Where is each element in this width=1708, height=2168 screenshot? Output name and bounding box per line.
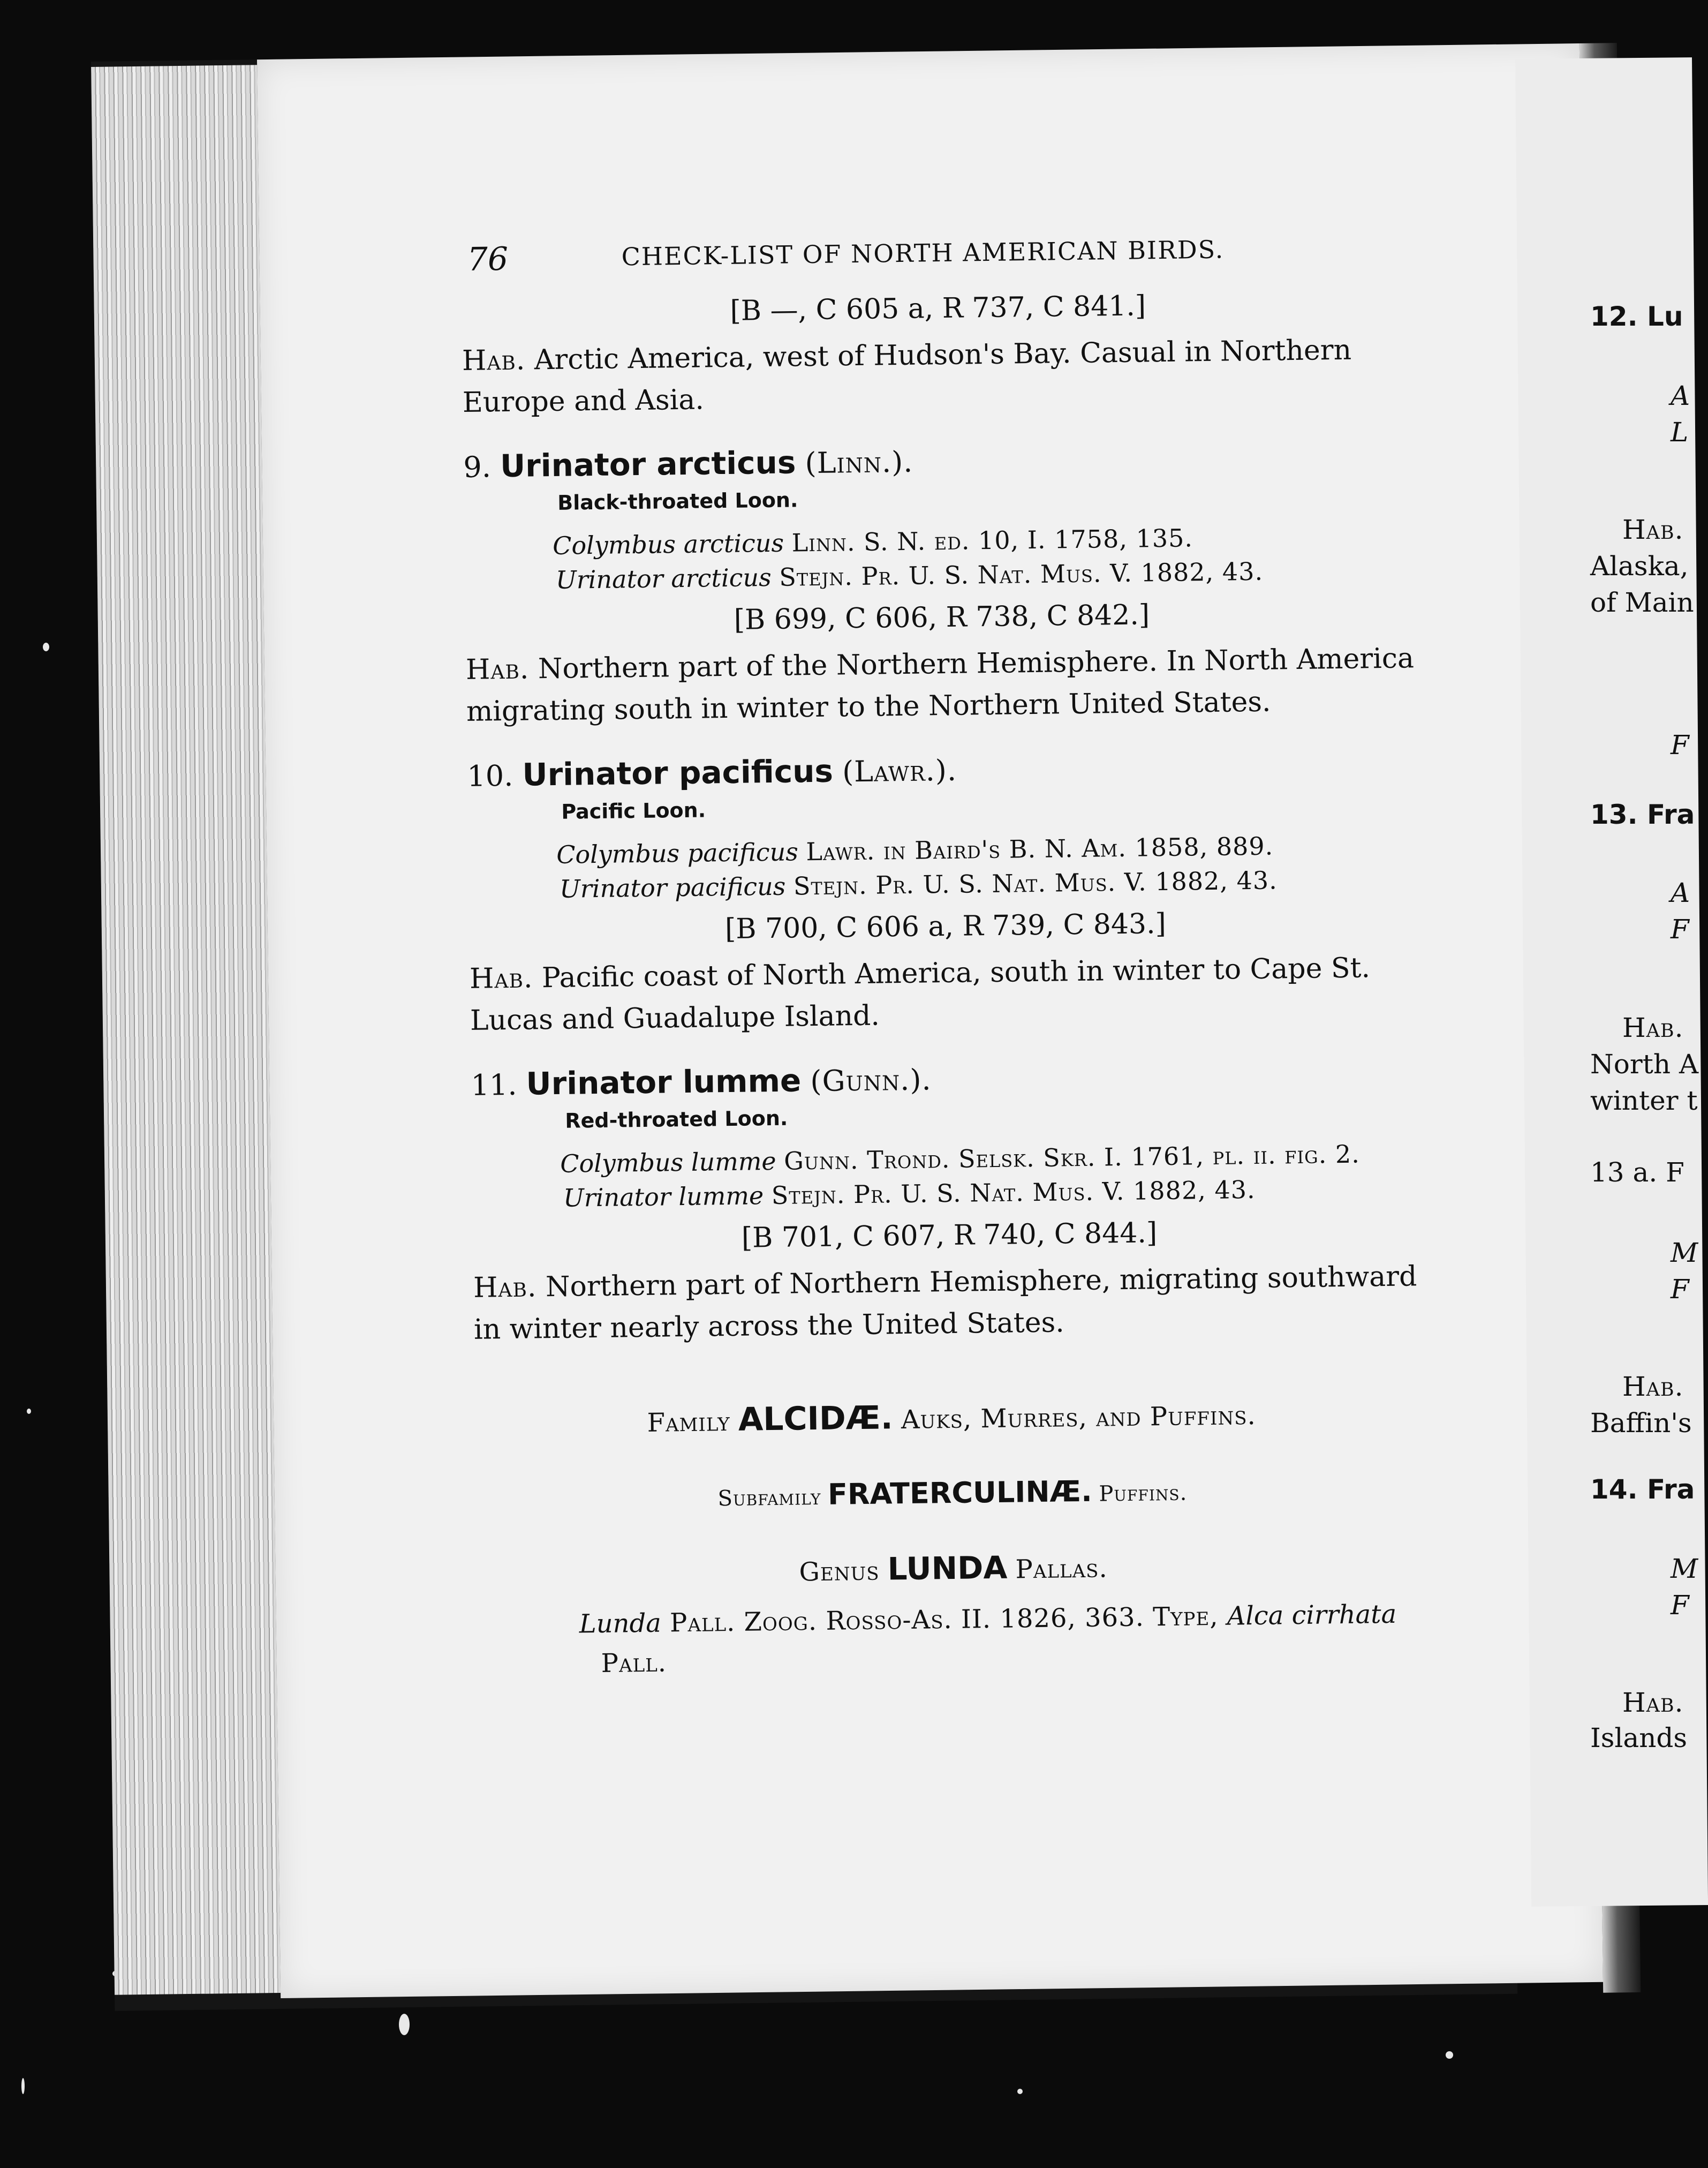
synonym-line: Colymbus arcticus Linn. S. N. ed. 10, I. 1758, 135. xyxy=(552,523,1193,560)
family-heading xyxy=(475,1392,1429,1442)
subfamily-description: Puffins. xyxy=(1099,1480,1188,1507)
common-name: Pacific Loon. xyxy=(561,798,706,824)
species-authority: (Lawr.). xyxy=(842,753,957,789)
next-page-line: A xyxy=(1671,380,1690,411)
synonymy xyxy=(556,827,1422,906)
genus-heading xyxy=(477,1544,1430,1592)
dust-speck xyxy=(1017,2089,1023,2094)
family-description: Auks, Murres, and Puffins. xyxy=(901,1401,1257,1435)
habitat-body: Arctic America, west of Hudson's Bay. Casual in Northern Europe and Asia. xyxy=(462,334,1352,419)
habitat-text: Hab. Northern part of the Northern Hemisphere. In North America migrating south in winter to the Northern United States. xyxy=(465,642,1415,728)
next-page-line: Alaska, xyxy=(1590,551,1689,582)
synonymy xyxy=(560,1136,1425,1215)
family-name: ALCIDÆ. xyxy=(738,1399,893,1439)
reference-line: [B 699, C 606, R 738, C 842.] xyxy=(734,599,1150,636)
next-page-line: F xyxy=(1671,729,1689,761)
habitat-text: Hab. Northern part of Northern Hemisphere, migrating southward in winter nearly across the United States. xyxy=(473,1260,1417,1346)
next-page-line: Baffin's xyxy=(1590,1407,1692,1439)
species-authority: (Linn.). xyxy=(805,445,913,480)
genus-authority: Pallas. xyxy=(1015,1553,1108,1585)
page-header xyxy=(460,219,1414,289)
family-label: Family xyxy=(647,1407,730,1438)
species-number: 10. xyxy=(467,758,513,793)
reference-line: [B 700, C 606 a, R 739, C 843.] xyxy=(724,907,1167,946)
genus-name: LUNDA xyxy=(887,1549,1008,1587)
synonym-line: Colymbus lumme Gunn. Trond. Selsk. Skr. I. 1761, pl. ii. fig. 2. xyxy=(560,1139,1361,1178)
dust-speck xyxy=(399,2014,410,2035)
synonym-line: Urinator arcticus Stejn. Pr. U. S. Nat. Mus. V. 1882, 43. xyxy=(555,556,1264,594)
species-number: 11. xyxy=(471,1067,517,1102)
genus-note: Lunda Pall. Zoog. Rosso-As. II. 1826, 363. Type, Alca cirrhata Pall. xyxy=(579,1599,1397,1678)
next-page-line: F xyxy=(1671,1590,1689,1621)
next-page-line: A xyxy=(1671,877,1690,908)
dust-speck xyxy=(21,2078,25,2094)
next-page-fragment xyxy=(1515,57,1708,1907)
reference-line: [B —, C 605 a, R 737, C 841.] xyxy=(730,290,1146,327)
next-page-line: North A xyxy=(1590,1049,1699,1080)
next-page-line: Hab. xyxy=(1622,1371,1684,1402)
running-title: CHECK-LIST OF NORTH AMERICAN BIRDS. xyxy=(621,235,1225,272)
next-page-line: M xyxy=(1671,1237,1698,1268)
next-page-line: of Main xyxy=(1590,587,1694,618)
species-number: 9. xyxy=(463,450,492,484)
next-page-line: Islands xyxy=(1590,1722,1688,1753)
page-content xyxy=(460,219,1431,1685)
subfamily-name: FRATERCULINÆ. xyxy=(827,1474,1093,1511)
next-page-line: Hab. xyxy=(1622,1012,1684,1043)
next-page-line: F xyxy=(1671,914,1689,945)
next-page-line: Hab. xyxy=(1622,1687,1684,1718)
species-name: Urinator lumme xyxy=(526,1062,802,1102)
dust-speck xyxy=(43,643,49,651)
synonym-line: Urinator pacificus Stejn. Pr. U. S. Nat. Mus. V. 1882, 43. xyxy=(559,865,1278,904)
page-number: 76 xyxy=(467,240,509,278)
synonym-line: Colymbus pacificus Lawr. in Baird's B. N. Am. 1858, 889. xyxy=(556,831,1274,869)
next-page-line: 13 a. F xyxy=(1590,1157,1684,1188)
next-page-line: M xyxy=(1671,1553,1698,1584)
species-authority: (Gunn.). xyxy=(810,1063,932,1098)
next-page-line: 13. Fra xyxy=(1590,799,1695,830)
reference-line: [B 701, C 607, R 740, C 844.] xyxy=(741,1217,1158,1254)
subfamily-label: Subfamily xyxy=(717,1485,821,1511)
next-page-line: Hab. xyxy=(1622,514,1684,545)
species-name: Urinator pacificus xyxy=(522,752,834,793)
synonym-line: Urinator lumme Stejn. Pr. U. S. Nat. Mus. V. 1882, 43. xyxy=(563,1175,1256,1213)
next-page-line: 12. Lu xyxy=(1590,301,1683,332)
subfamily-heading xyxy=(476,1470,1430,1516)
dust-speck xyxy=(27,1409,31,1414)
next-page-line: winter t xyxy=(1590,1085,1698,1116)
next-page-line: F xyxy=(1671,1274,1689,1305)
next-page-line: L xyxy=(1671,417,1689,448)
genus-label: Genus xyxy=(799,1556,880,1587)
dust-speck xyxy=(1446,2051,1453,2059)
common-name: Red-throated Loon. xyxy=(565,1106,788,1133)
next-page-line: 14. Fra xyxy=(1590,1474,1695,1505)
common-name: Black-throated Loon. xyxy=(557,488,798,515)
habitat-label: Hab. xyxy=(462,344,526,377)
habitat-text: Hab. Pacific coast of North America, south in winter to Cape St. Lucas and Guadalupe Island. xyxy=(469,952,1371,1037)
page-edges xyxy=(91,65,281,1995)
habitat-text xyxy=(462,328,1416,424)
synonymy xyxy=(553,518,1418,597)
species-name: Urinator arcticus xyxy=(500,444,796,485)
